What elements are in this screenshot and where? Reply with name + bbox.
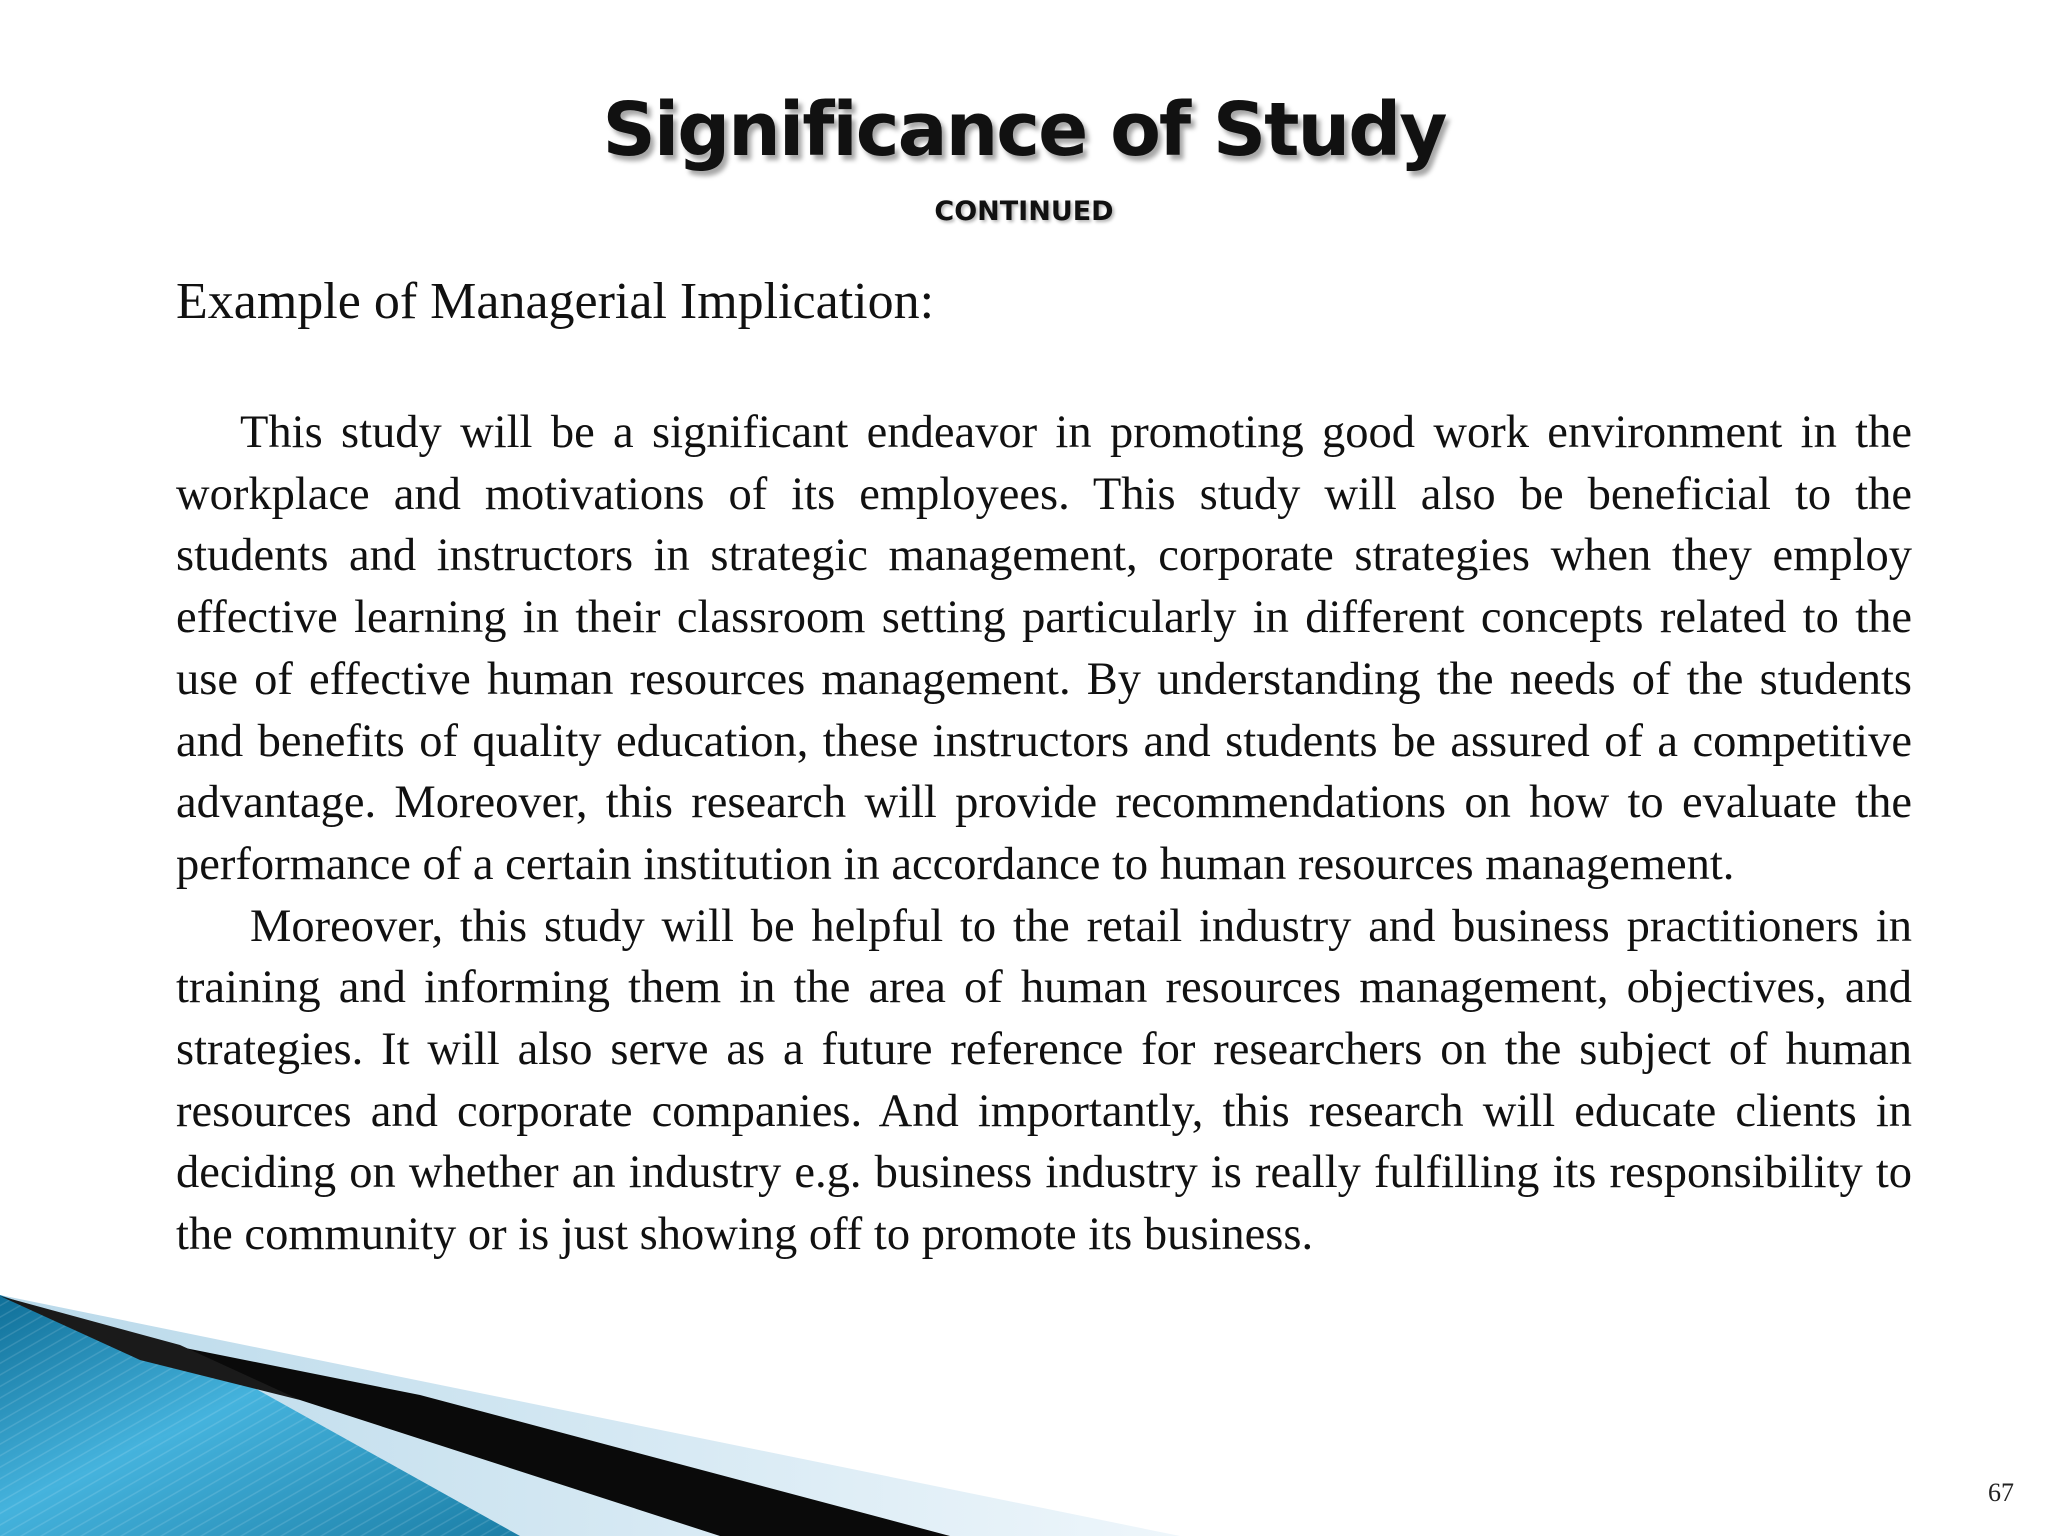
paragraph: Moreover, this study will be helpful to the retail industry and business practitioners in training and informing them in the area of human resources management, objectives, and strategies. It will also serve as a future reference for researchers on the subject of human resources and corporate companies. And importantly, this research will educate clients in deciding on whether an industry e.g. business industry is really fulfilling its responsibility to the community or is just showing off to promote its business. xyxy=(176,900,1912,1261)
paragraph: This study will be a significant endeavor in promoting good work environment in the workplace and motivations of its employees. This study will also be beneficial to the students and instructors in strategic management, corporate strategies when they employ effective learning in their classroom setting particularly in different concepts related to the use of effective human resources management. By understanding the needs of the students and benefits of quality education, these instructors and students be assured of a competitive advantage. Moreover, this research will provide recommendations on how to evaluate the performance of a certain institution in accordance to human resources management. xyxy=(176,407,1912,890)
slide-title: Significance of Study xyxy=(602,87,1446,173)
section-heading: Example of Managerial Implication: xyxy=(176,273,935,330)
body-text xyxy=(176,402,1912,1266)
slide-subtitle: CONTINUED xyxy=(934,196,1114,227)
page-number: 67 xyxy=(1988,1478,2014,1507)
